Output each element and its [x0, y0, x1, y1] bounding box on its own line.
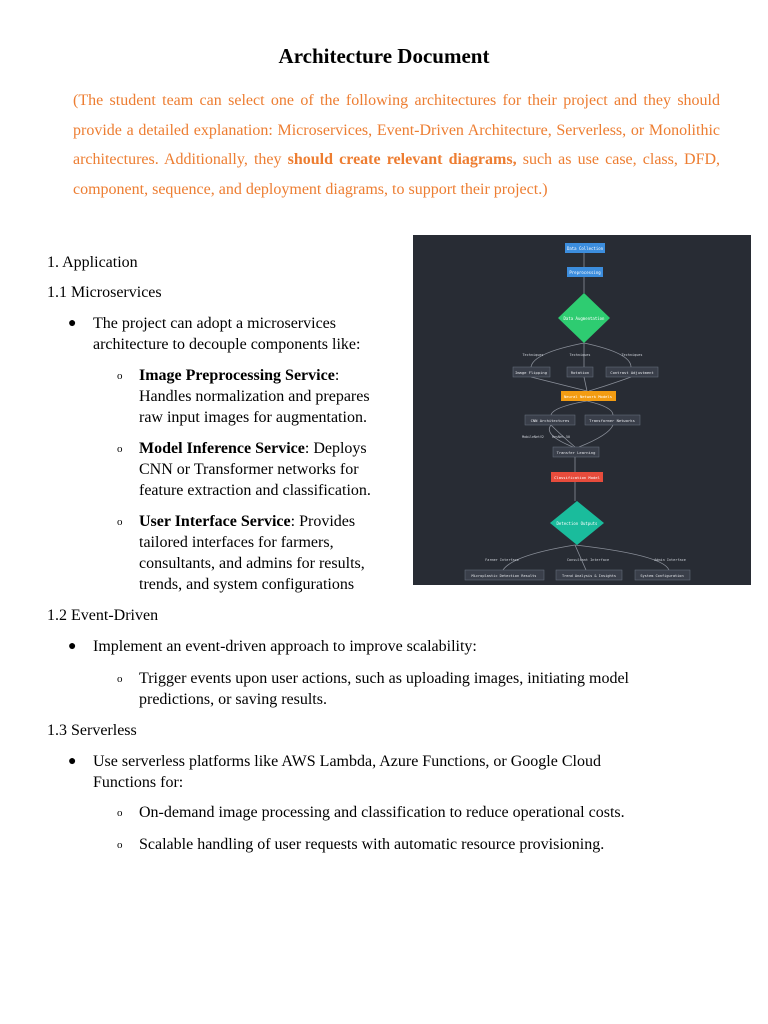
- edge-label-techniques: Techniques: [522, 353, 544, 357]
- node-preprocessing-label: Preprocessing: [569, 270, 601, 275]
- edge-nn-cnn: [551, 401, 587, 415]
- serverless-sub2: Scalable handling of user requests with automatic resource provisioning.: [139, 836, 605, 853]
- bullet-icon: ●: [68, 754, 77, 769]
- sub-bullet-icon: o: [117, 839, 123, 851]
- event-bullet: Implement an event-driven approach to improve scalability:: [93, 638, 477, 655]
- heading-microservices: 1.1 Microservices: [47, 284, 162, 301]
- node-data-collection-label: Data Collection: [566, 246, 604, 251]
- edge-label-resnet50: ResNet-50: [552, 435, 570, 439]
- node-transfer-learning-label: Transfer Learning: [556, 450, 596, 455]
- service-3-line3: consultants, and admins for results,: [139, 555, 365, 572]
- sub-bullet-icon: o: [117, 370, 123, 382]
- heading-serverless: 1.3 Serverless: [47, 722, 137, 739]
- intro-text-2: such as use case, class, DFD, component, sequence, and deployment diagrams, to support their project.): [73, 151, 721, 198]
- node-classification-model-label: Classification Model: [554, 475, 600, 480]
- service-3-name: User Interface Service: [139, 513, 291, 530]
- service-2-line2: CNN or Transformer networks for: [139, 461, 359, 478]
- service-1-line1: [139, 365, 339, 386]
- service-2-line3: feature extraction and classification.: [139, 482, 371, 499]
- microservices-bullet-line2: architecture to decouple components like:: [93, 336, 361, 353]
- service-3-desc: : Provides: [290, 513, 356, 530]
- service-3-line2: tailored interfaces for farmers,: [139, 534, 334, 551]
- event-sub-line2: predictions, or saving results.: [139, 691, 327, 708]
- service-1-line2: Handles normalization and prepares: [139, 388, 370, 405]
- service-2-name: Model Inference Service: [139, 440, 305, 457]
- flowchart-svg: [413, 235, 751, 585]
- node-detection-outputs-label: Detection Outputs: [556, 521, 598, 526]
- service-1-name: Image Preprocessing Service: [139, 367, 335, 384]
- service-3-line4: trends, and system configurations: [139, 576, 355, 593]
- bullet-icon: ●: [68, 639, 77, 654]
- sub-bullet-icon: o: [117, 807, 123, 819]
- sub-bullet-icon: o: [117, 516, 123, 528]
- edge-label-consultant-interface: Consultant Interface: [566, 558, 610, 562]
- service-2-line1: [139, 438, 367, 459]
- serverless-bullet-line1: Use serverless platforms like AWS Lambda, Azure Functions, or Google Cloud: [93, 753, 601, 770]
- node-neural-network-models-label: Neural Network Models: [563, 394, 613, 399]
- bullet-icon: ●: [68, 316, 77, 331]
- heading-event-driven: 1.2 Event-Driven: [47, 607, 159, 624]
- node-rotation-label: Rotation: [570, 370, 590, 375]
- node-trend-analysis-label: Trend Analysis & Insights: [561, 574, 617, 578]
- node-microplastic-results-label: Microplastic Detection Results: [471, 574, 537, 578]
- edge-nn-transformer: [587, 401, 613, 415]
- service-1-line3: raw input images for augmentation.: [139, 409, 367, 426]
- sub-bullet-icon: o: [117, 443, 123, 455]
- intro-paragraph: [73, 86, 720, 204]
- service-3-line1: [139, 511, 355, 532]
- service-2-desc: : Deploys: [304, 440, 367, 457]
- intro-bold-text: should create relevant diagrams,: [287, 151, 517, 168]
- flowchart-nodes: [465, 243, 690, 580]
- edge-transformer-transfer: [579, 425, 613, 447]
- edge-label-mobilenetv2: MobileNetV2: [522, 435, 544, 439]
- edge-label-techniques: Techniques: [569, 353, 591, 357]
- node-data-augmentation-label: Data Augmentation: [563, 316, 605, 321]
- serverless-bullet-line2: Functions for:: [93, 774, 184, 791]
- edge-label-admin-interface: Admin Interface: [654, 558, 686, 562]
- node-contrast-adjustment-label: Contrast Adjustment: [610, 370, 654, 375]
- microservices-bullet-line1: The project can adopt a microservices: [93, 315, 336, 332]
- node-system-configuration-label: System Configuration: [640, 574, 684, 578]
- document-title: Architecture Document: [278, 44, 490, 68]
- node-cnn-architectures-label: CNN Architectures: [530, 418, 570, 423]
- node-transformer-networks-label: Transformer Networks: [589, 418, 635, 423]
- edge-label-farmer-interface: Farmer Interface: [485, 558, 519, 562]
- heading-application: 1. Application: [47, 254, 138, 271]
- service-1-colon: :: [334, 367, 340, 384]
- event-sub-line1: Trigger events upon user actions, such as uploading images, initiating model: [139, 670, 629, 687]
- edge-contrast-nn: [589, 377, 631, 391]
- architecture-flowchart: [413, 235, 751, 585]
- serverless-sub1: On-demand image processing and classification to reduce operational costs.: [139, 804, 625, 821]
- sub-bullet-icon: o: [117, 673, 123, 685]
- node-image-flipping-label: Image Flipping: [514, 370, 548, 375]
- intro-text-1: (The student team can select one of the following architectures for their project and they should provide a detailed explanation: Microservices, Event-Driven Architecture, Serverless, or Monolithic architectures. Additionally, they: [73, 92, 720, 168]
- edge-flipping-nn: [531, 377, 587, 391]
- edge-label-techniques: Techniques: [621, 353, 643, 357]
- edge-rotation-nn: [584, 377, 587, 391]
